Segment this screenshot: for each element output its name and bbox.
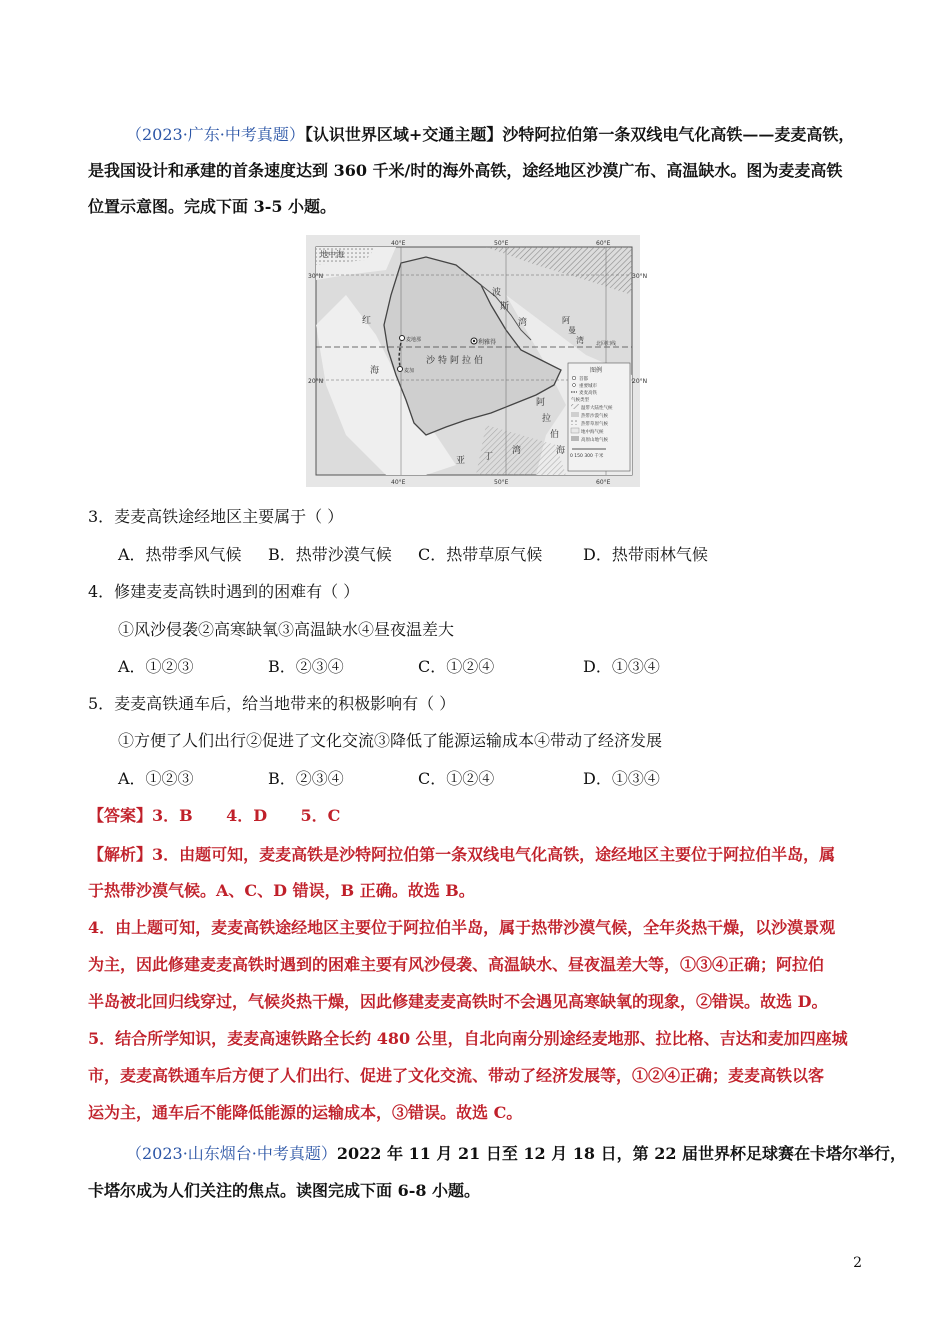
- svg-text:60°E: 60°E: [596, 240, 611, 247]
- q3-option-b: B．热带沙漠气候: [268, 545, 392, 564]
- svg-text:首都: 首都: [579, 377, 588, 382]
- svg-text:地中海: 地中海: [320, 250, 344, 259]
- svg-text:伯: 伯: [550, 430, 560, 440]
- svg-text:湾: 湾: [518, 318, 528, 328]
- intro1-source: （2023·广东·中考真题）: [126, 125, 305, 144]
- svg-text:红: 红: [362, 316, 372, 326]
- saudi-railway-map: [306, 235, 648, 487]
- analysis-line7: 市，麦麦高铁通车后方便了人们出行、促进了文化交流、带动了经济发展等，①②④正确；麦麦高铁以客: [88, 1066, 825, 1085]
- svg-text:湾: 湾: [576, 336, 584, 345]
- svg-text:曼: 曼: [568, 326, 576, 335]
- intro2-line1: [126, 1144, 906, 1164]
- svg-text:沙特阿拉伯: 沙特阿拉伯: [426, 356, 487, 366]
- svg-text:麦加: 麦加: [404, 368, 415, 374]
- medina-city-icon: [400, 336, 405, 341]
- svg-text:热带沙漠气候: 热带沙漠气候: [581, 414, 608, 419]
- svg-text:温带大陆性气候: 温带大陆性气候: [581, 406, 613, 411]
- intro1-line3: 位置示意图。完成下面 3-5 小题。: [88, 197, 337, 216]
- svg-text:20°N: 20°N: [308, 378, 324, 385]
- intro1-line1: [126, 125, 854, 145]
- svg-text:麦地那: 麦地那: [406, 337, 422, 343]
- answer-text: 3．B 4．D 5．C: [152, 806, 341, 825]
- svg-text:丁: 丁: [484, 452, 494, 462]
- q4-stem: 4．修建麦麦高铁时遇到的困难有（ ）: [88, 582, 360, 601]
- svg-text:0 150 300 千米: 0 150 300 千米: [570, 454, 604, 459]
- mecca-city-icon: [398, 367, 403, 372]
- svg-text:海: 海: [370, 366, 380, 376]
- answer-label: 【答案】: [88, 806, 153, 825]
- svg-text:40°E: 40°E: [391, 479, 406, 486]
- svg-text:重要城市: 重要城市: [579, 384, 597, 389]
- svg-text:气候类型: 气候类型: [571, 398, 589, 403]
- svg-text:北回归线: 北回归线: [596, 341, 617, 347]
- svg-text:60°E: 60°E: [596, 479, 611, 486]
- intro1-line2: 是我国设计和承建的首条速度达到 360 千米/时的海外高铁，途经地区沙漠广布、高温缺水。图为麦麦高铁: [88, 161, 843, 180]
- answer-line: [88, 806, 340, 826]
- map-legend: [568, 363, 630, 471]
- intro2-text-l1: 2022 年 11 月 21 日至 12 月 18 日，第 22 届世界杯足球赛在卡塔尔举行，: [336, 1144, 907, 1163]
- svg-text:热带草原气候: 热带草原气候: [581, 422, 608, 427]
- svg-text:拉: 拉: [542, 414, 552, 424]
- analysis-line5: 半岛被北回归线穿过，气候炎热干燥，因此修建麦麦高铁时不会遇见高寒缺氧的现象，②错误。故选 D。: [88, 992, 828, 1011]
- svg-text:30°N: 30°N: [308, 273, 324, 280]
- q5-option-b: B．②③④: [268, 769, 344, 788]
- svg-text:20°N: 20°N: [632, 378, 648, 385]
- svg-text:阿: 阿: [536, 398, 546, 408]
- svg-text:阿: 阿: [562, 316, 570, 325]
- q3-stem: 3．麦麦高铁途经地区主要属于（ ）: [88, 507, 344, 526]
- svg-text:利雅得: 利雅得: [478, 339, 497, 346]
- analysis-text-l1: 3．由题可知，麦麦高铁是沙特阿拉伯第一条双线电气化高铁，途经地区主要位于阿拉伯半岛，属: [152, 845, 836, 864]
- map-svg: [306, 235, 648, 487]
- svg-text:30°N: 30°N: [632, 273, 648, 280]
- q5-items: ①方便了人们出行②促进了文化交流③降低了能源运输成本④带动了经济发展: [118, 731, 663, 750]
- svg-text:高原山地气候: 高原山地气候: [581, 438, 608, 443]
- analysis-line2: 于热带沙漠气候。A、C、D 错误，B 正确。故选 B。: [88, 881, 475, 900]
- analysis-label: 【解析】: [88, 845, 153, 864]
- svg-text:图例: 图例: [590, 367, 603, 374]
- q4-option-c: C．①②④: [418, 657, 495, 676]
- intro1-text-l1: 【认识世界区域+交通主题】沙特阿拉伯第一条双线电气化高铁——麦麦高铁，: [304, 125, 855, 144]
- svg-text:50°E: 50°E: [494, 479, 509, 486]
- svg-text:海: 海: [556, 446, 566, 456]
- q4-option-d: D．①③④: [583, 657, 660, 676]
- analysis-line6: 5．结合所学知识，麦麦高速铁路全长约 480 公里，自北向南分别途经麦地那、拉比格、吉达和麦加四座城: [88, 1029, 848, 1048]
- analysis-line3: 4．由上题可知，麦麦高铁途经地区主要位于阿拉伯半岛，属于热带沙漠气候，全年炎热干燥，以沙漠景观: [88, 918, 836, 937]
- q5-option-a: A．①②③: [118, 769, 194, 788]
- svg-text:麦麦高铁: 麦麦高铁: [579, 391, 597, 396]
- svg-text:亚: 亚: [456, 456, 466, 466]
- svg-text:40°E: 40°E: [391, 240, 406, 247]
- svg-text:斯: 斯: [500, 302, 510, 312]
- analysis-line8: 运为主，通车后不能降低能源的运输成本，③错误。故选 C。: [88, 1103, 523, 1122]
- svg-text:湾: 湾: [512, 446, 522, 456]
- svg-text:50°E: 50°E: [494, 240, 509, 247]
- q4-option-a: A．①②③: [118, 657, 194, 676]
- q3-option-a: A．热带季风气候: [118, 545, 242, 564]
- q5-option-c: C．①②④: [418, 769, 495, 788]
- analysis-line4: 为主，因此修建麦麦高铁时遇到的困难主要有风沙侵袭、高温缺水、昼夜温差大等，①③④正确；阿拉伯: [88, 955, 825, 974]
- analysis-line1: [88, 845, 835, 865]
- q4-items: ①风沙侵袭②高寒缺氧③高温缺水④昼夜温差大: [118, 620, 455, 639]
- intro2-source: （2023·山东烟台·中考真题）: [126, 1144, 337, 1163]
- page-number: 2: [853, 1255, 862, 1271]
- intro2-line2: 卡塔尔成为人们关注的焦点。读图完成下面 6-8 小题。: [88, 1181, 481, 1200]
- q5-stem: 5．麦麦高铁通车后，给当地带来的积极影响有（ ）: [88, 694, 456, 713]
- q3-option-d: D．热带雨林气候: [583, 545, 708, 564]
- svg-text:波: 波: [492, 288, 502, 298]
- q4-option-b: B．②③④: [268, 657, 344, 676]
- svg-text:地中海气候: 地中海气候: [581, 430, 604, 435]
- q5-option-d: D．①③④: [583, 769, 660, 788]
- q3-option-c: C．热带草原气候: [418, 545, 543, 564]
